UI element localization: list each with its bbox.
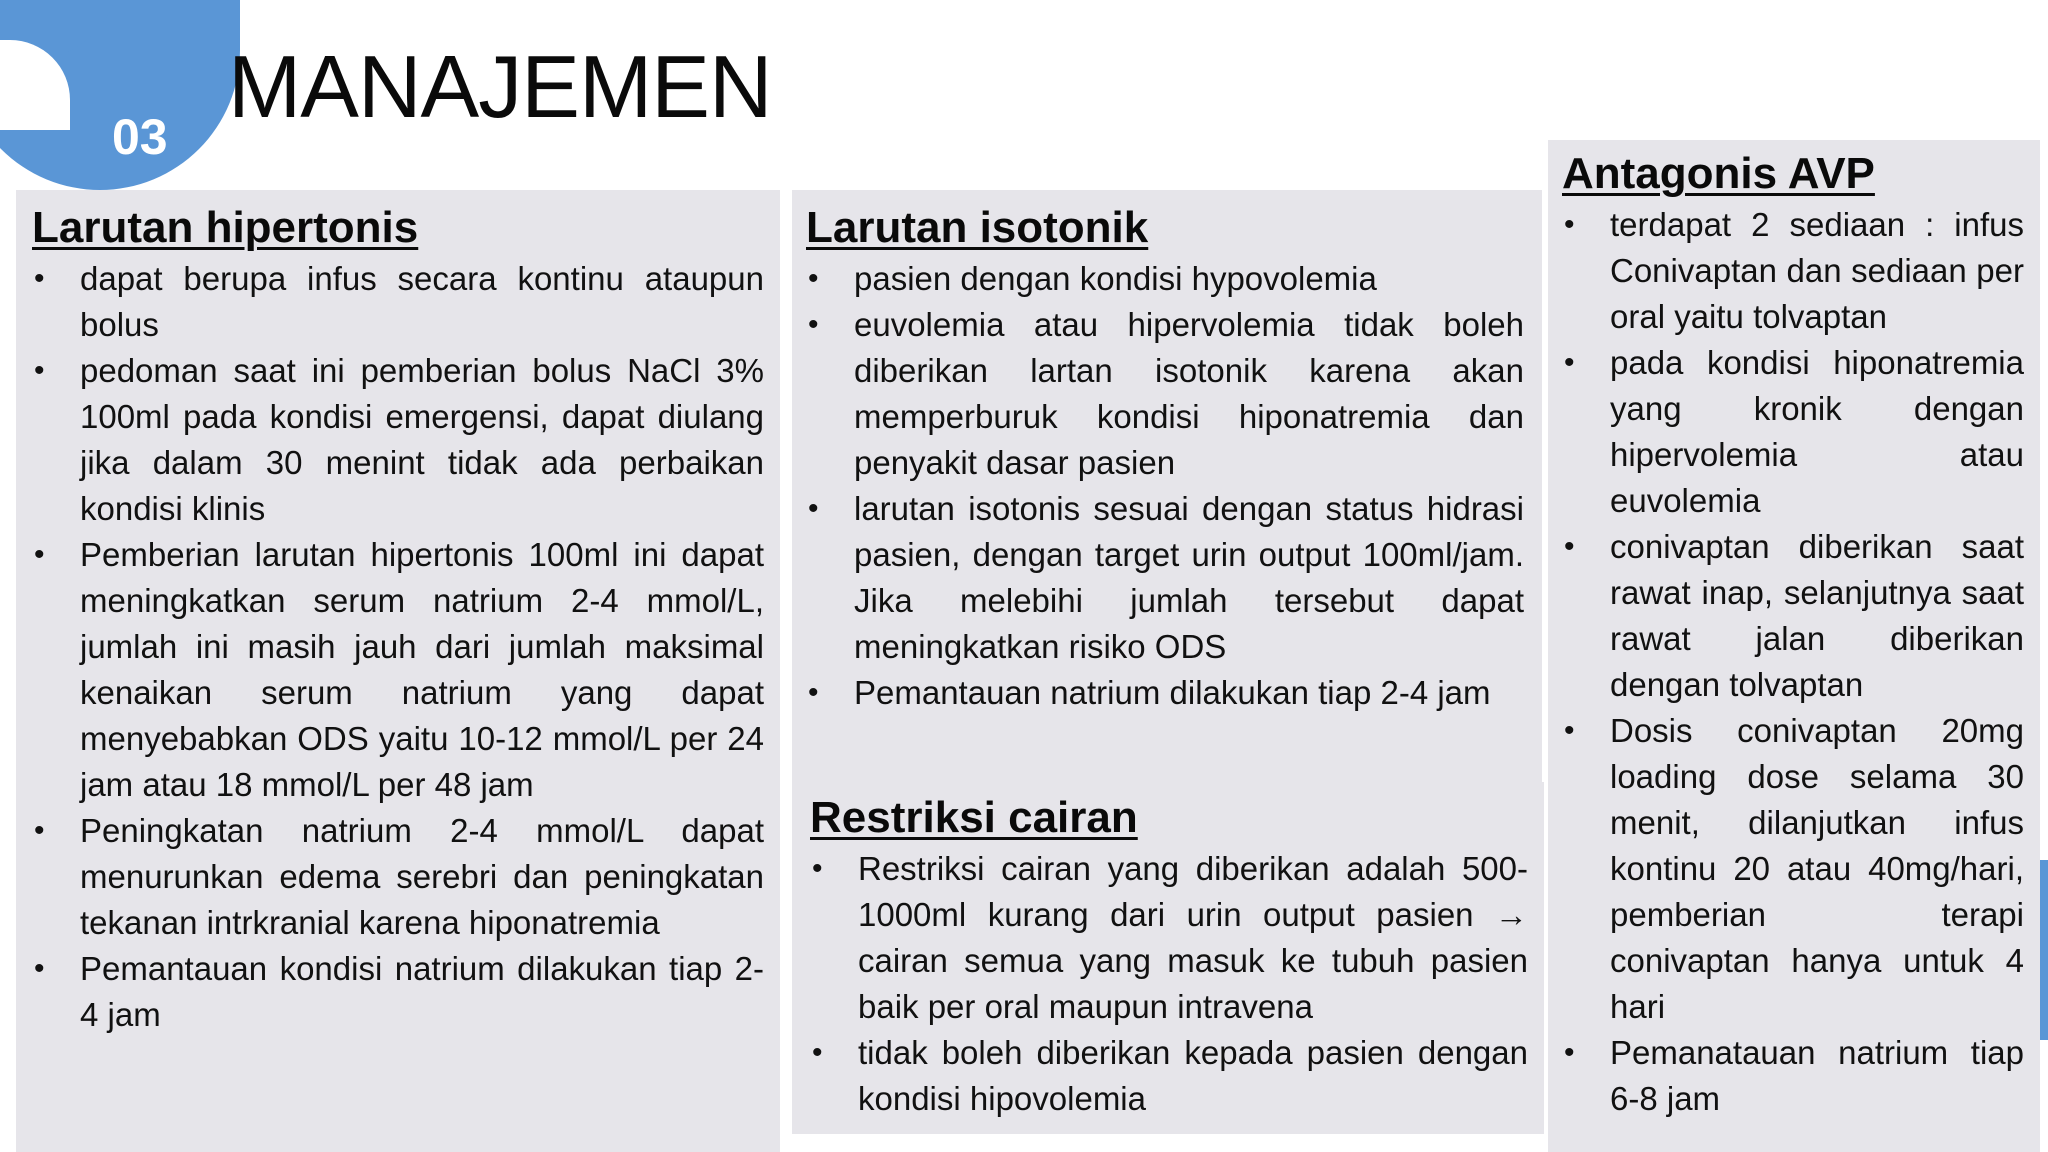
panel-heading: Larutan isotonik (806, 203, 1149, 252)
list-item: • Peningkatan natrium 2-4 mmol/L dapat menurunkan edema serebri dan peningkatan tekanan intrkranial karena hiponatremia (32, 808, 764, 946)
bullet-list (1562, 202, 2024, 1122)
decorative-right-edge (2040, 860, 2048, 1040)
panel-heading: Larutan hipertonis (32, 203, 419, 252)
panel-heading: Antagonis AVP (1562, 149, 1875, 198)
list-item: • pedoman saat ini pemberian bolus NaCl 3% 100ml pada kondisi emergensi, dapat diulang jika dalam 30 menint tidak ada perbaikan kondisi klinis (32, 348, 764, 532)
list-item: • terdapat 2 sediaan : infus Conivaptan dan sediaan per oral yaitu tolvaptan (1562, 202, 2024, 340)
list-item: • Restriksi cairan yang diberikan adalah 500-1000ml kurang dari urin output pasien → cairan semua yang masuk ke tubuh pasien baik per oral maupun intravena (810, 846, 1528, 1030)
bullet-list (806, 256, 1524, 716)
list-item: • Pemantauan kondisi natrium dilakukan tiap 2-4 jam (32, 946, 764, 1038)
list-item: • larutan isotonis sesuai dengan status hidrasi pasien, dengan target urin output 100ml/jam. Jika melebihi jumlah tersebut dapat meningkatkan risiko ODS (806, 486, 1524, 670)
bullet-list (32, 256, 764, 1038)
bullet-list (810, 846, 1528, 1122)
list-item: • Pemantauan natrium dilakukan tiap 2-4 jam (806, 670, 1524, 716)
list-item: • Pemberian larutan hipertonis 100ml ini dapat meningkatkan serum natrium 2-4 mmol/L, jumlah ini masih jauh dari jumlah maksimal kenaikan serum natrium yang dapat menyebabkan ODS yaitu 10-12 mmol/L per 24 jam atau 18 mmol/L per 48 jam (32, 532, 764, 808)
list-item: • euvolemia atau hipervolemia tidak boleh diberikan lartan isotonik karena akan memperburuk kondisi hiponatremia dan penyakit dasar pasien (806, 302, 1524, 486)
panel-larutan-isotonik (792, 190, 1542, 782)
panel-antagonis-avp (1548, 140, 2040, 1152)
list-item: • pada kondisi hiponatremia yang kronik dengan hipervolemia atau euvolemia (1562, 340, 2024, 524)
panel-restriksi-cairan (792, 782, 1544, 1134)
slide-title: MANAJEMEN (228, 37, 772, 136)
list-item: • tidak boleh diberikan kepada pasien dengan kondisi hipovolemia (810, 1030, 1528, 1122)
list-item: • Pemanatauan natrium tiap 6-8 jam (1562, 1030, 2024, 1122)
list-item: • Dosis conivaptan 20mg loading dose selama 30 menit, dilanjutkan infus kontinu 20 atau 40mg/hari, pemberian terapi conivaptan hanya untuk 4 hari (1562, 708, 2024, 1030)
list-item: • pasien dengan kondisi hypovolemia (806, 256, 1524, 302)
panel-larutan-hipertonis (16, 190, 780, 1152)
section-number: 03 (112, 109, 168, 165)
panel-heading: Restriksi cairan (810, 793, 1138, 842)
list-item: • dapat berupa infus secara kontinu ataupun bolus (32, 256, 764, 348)
list-item: • conivaptan diberikan saat rawat inap, selanjutnya saat rawat jalan diberikan dengan tolvaptan (1562, 524, 2024, 708)
